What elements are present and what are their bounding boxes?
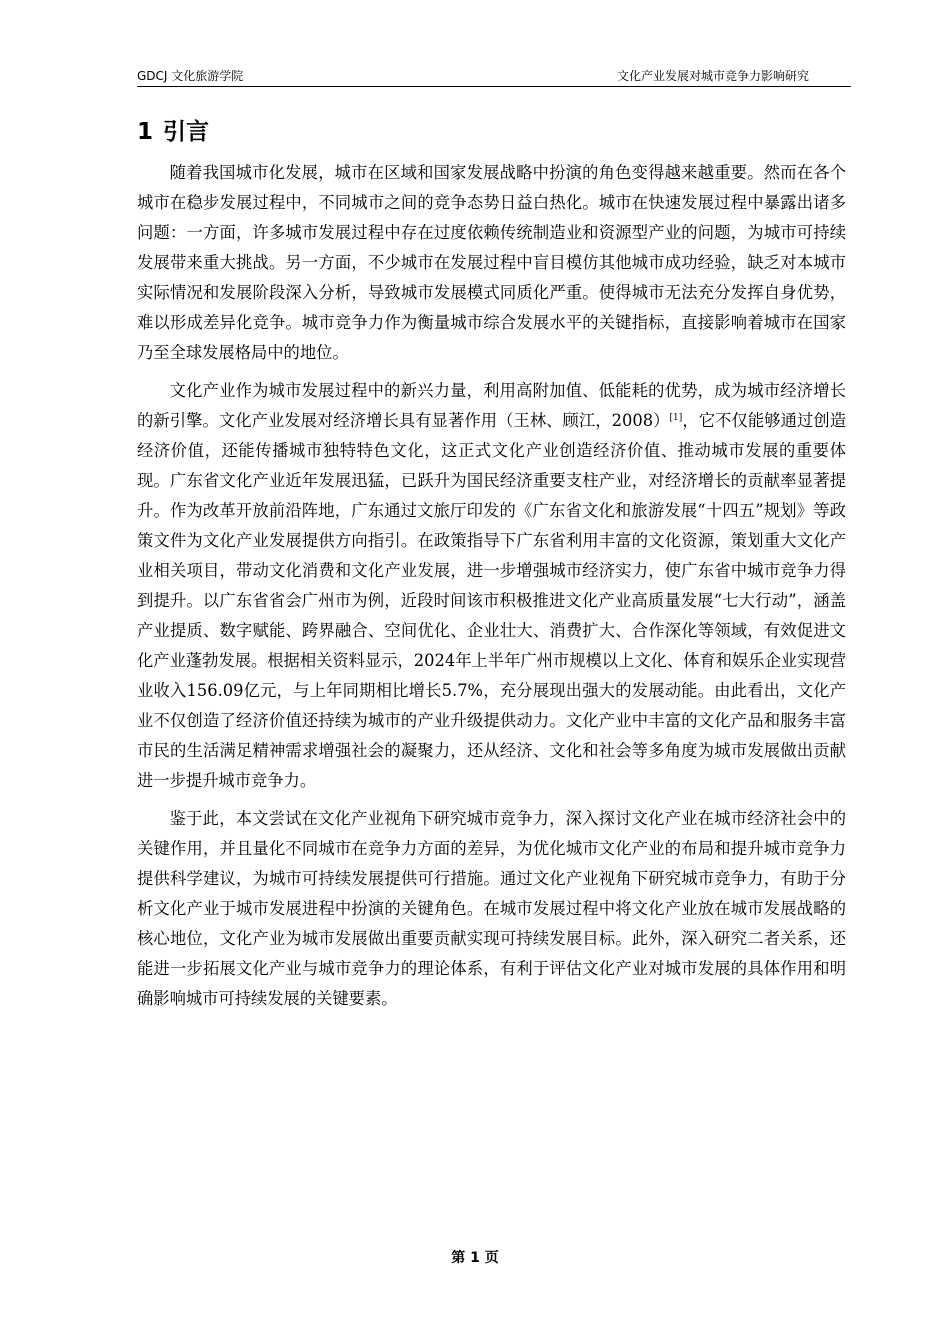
citation-reference: [1] xyxy=(669,413,683,423)
page-header xyxy=(137,68,851,87)
paragraph-2 xyxy=(137,376,846,796)
paragraph-1: 随着我国城市化发展，城市在区域和国家发展战略中扮演的角色变得越来越重要。然而在各个城市在稳步发展过程中，不同城市之间的竞争态势日益白热化。城市在快速发展过程中暴露出诸多问题：一方面，许多城市发展过程中存在过度依赖传统制造业和资源型产业的问题，为城市可持续发展带来重大挑战。另一方面，不少城市在发展过程中盲目模仿其他城市成功经验，缺乏对本城市实际情况和发展阶段深入分析，导致城市发展模式同质化严重。使得城市无法充分发挥自身优势，难以形成差异化竞争。城市竞争力作为衡量城市综合发展水平的关键指标，直接影响着城市在国家乃至全球发展格局中的地位。 xyxy=(137,163,846,362)
paragraph-3: 鉴于此，本文尝试在文化产业视角下研究城市竞争力，深入探讨文化产业在城市经济社会中的关键作用，并且量化不同城市在竞争力方面的差异，为优化城市文化产业的布局和提升城市竞争力提供科学建议，为城市可持续发展提供可行措施。通过文化产业视角下研究城市竞争力，有助于分析文化产业于城市发展进程中扮演的关键角色。在城市发展过程中将文化产业放在城市发展战略的核心地位，文化产业为城市发展做出重要贡献实现可持续发展目标。此外，深入研究二者关系，还能进一步拓展文化产业与城市竞争力的理论体系，有利于评估文化产业对城市发展的具体作用和明确影响城市可持续发展的关键要素。 xyxy=(137,809,846,1008)
section-heading xyxy=(137,116,209,148)
section-number: 1 xyxy=(137,119,154,145)
header-institution: GDCJ 文化旅游学院 xyxy=(137,69,244,83)
paragraph-2-part-a: 文化产业作为城市发展过程中的新兴力量，利用高附加值、低能耗的优势，成为城市经济增长的新引擎。文化产业发展对经济增长具有显著作用（王林、顾江，2008） xyxy=(137,381,846,430)
paragraph-2-part-b: ，它不仅能够通过创造经济价值，还能传播城市独特特色文化，这正式文化产业创造经济价值、推动城市发展的重要体现。广东省文化产业近年发展迅猛，已跃升为国民经济重要支柱产业，对经济增长的贡献率显著提升。作为改革开放前沿阵地，广东通过文旅厅印发的《广东省文化和旅游发展“十四五”规划》等政策文件为文化产业发展提供方向指引。在政策指导下广东省利用丰富的文化资源，策划重大文化产业相关项目，带动文化消费和文化产业发展，进一步增强城市经济实力，使广东省中城市竞争力得到提升。以广东省省会广州市为例，近段时间该市积极推进文化产业高质量发展“七大行动”，涵盖产业提质、数字赋能、跨界融合、空间优化、企业壮大、消费扩大、合作深化等领域，有效促进文化产业蓬勃发展。根据相关资料显示，2024年上半年广州市规模以上文化、体育和娱乐企业实现营业收入156.09亿元，与上年同期相比增长5.7%，充分展现出强大的发展动能。由此看出，文化产业不仅创造了经济价值还持续为城市的产业升级提供动力。文化产业中丰富的文化产品和服务丰富市民的生活满足精神需求增强社会的凝聚力，还从经济、文化和社会等多角度为城市发展做出贡献进一步提升城市竞争力。 xyxy=(137,411,846,790)
page-number: 第 1 页 xyxy=(451,1250,499,1266)
section-title: 引言 xyxy=(163,119,210,145)
body-text xyxy=(137,158,846,1022)
header-thesis-title: 文化产业发展对城市竞争力影响研究 xyxy=(616,69,809,83)
